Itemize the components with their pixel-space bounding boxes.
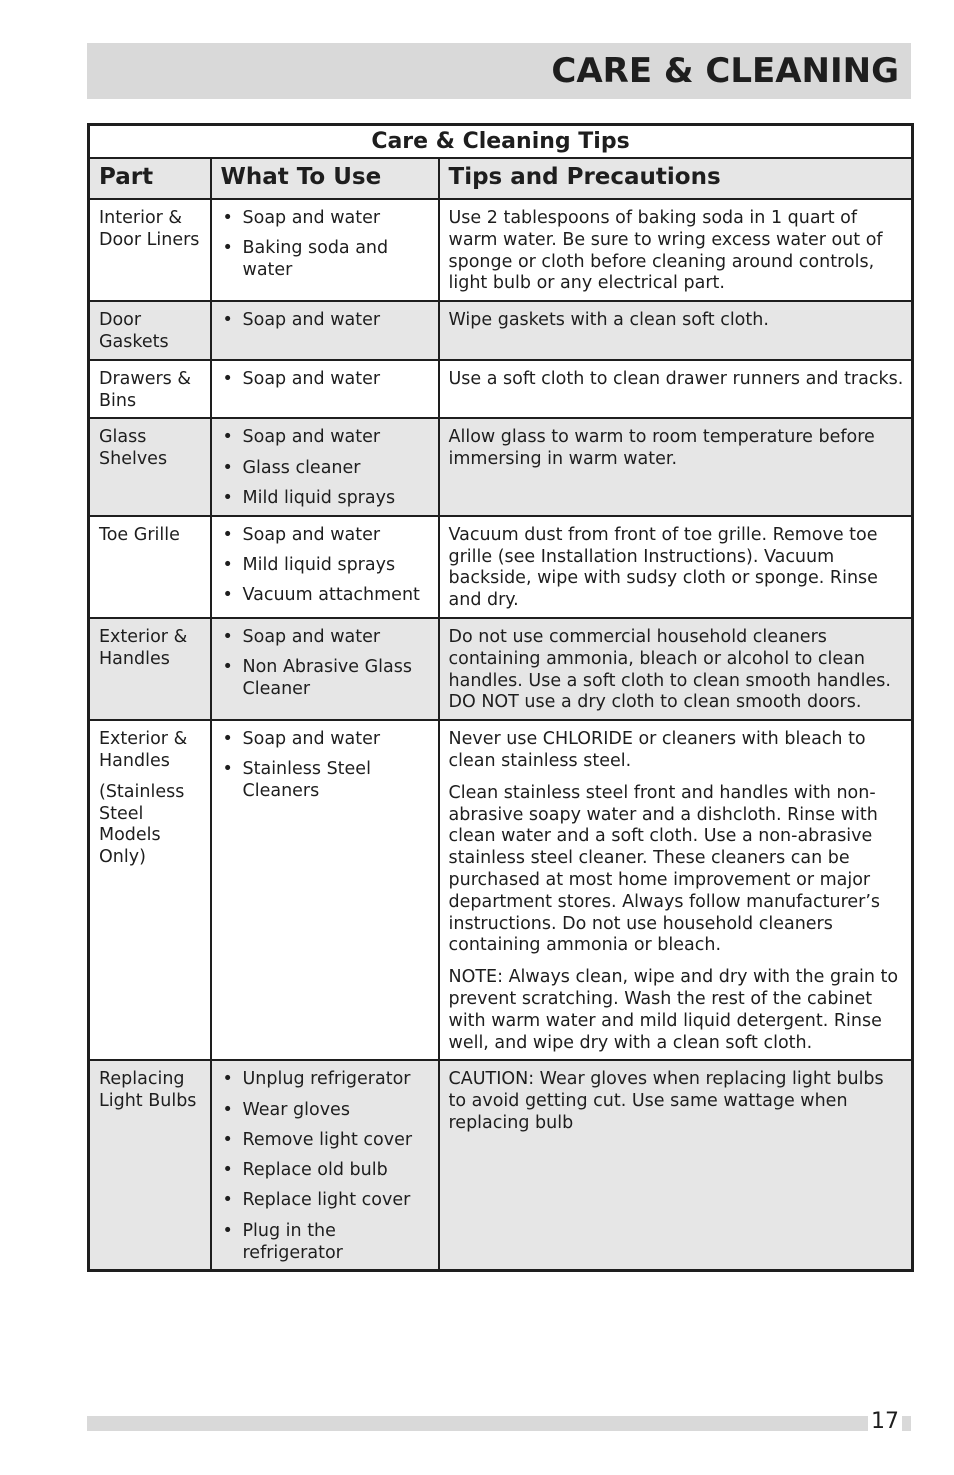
table-row bbox=[89, 418, 913, 515]
column-header-tips: Tips and Precautions bbox=[439, 158, 913, 199]
tips-cell bbox=[439, 301, 913, 360]
column-header-what-to-use: What To Use bbox=[211, 158, 439, 199]
part-name: Glass Shelves bbox=[99, 427, 168, 470]
item-list bbox=[221, 427, 430, 509]
what-to-use-cell bbox=[211, 301, 439, 360]
list-item: • Replace light cover bbox=[222, 1190, 411, 1211]
list-item: • Remove light cover bbox=[222, 1129, 413, 1150]
part-name: Drawers & Bins bbox=[99, 368, 191, 411]
tip-text: Do not use commercial household cleaners containing ammonia, bleach or alcohol to clean handles. Use a soft cloth to clean smooth handles. DO NOT use a dry cloth to clean smooth doors. bbox=[448, 626, 891, 713]
what-to-use-cell bbox=[211, 199, 439, 301]
item-list bbox=[221, 627, 430, 701]
tip-text: NOTE: Always clean, wipe and dry with the grain to prevent scratching. Wash the rest of the cabinet with warm water and mild liquid detergent. Rinse well, and wipe dry with a clean soft cloth. bbox=[448, 967, 899, 1053]
tip-text: Vacuum dust from front of toe grille. Remove toe grille (see Installation Instructions). Vacuum backside, wipe with sudsy cloth or sponge. Rinse and dry. bbox=[448, 524, 878, 611]
part-cell bbox=[89, 360, 211, 419]
part-name: Interior & Door Liners bbox=[99, 208, 200, 250]
tip-text: CAUTION: Wear gloves when replacing light bulbs to avoid getting cut. Use same wattage when replacing bulb bbox=[448, 1069, 884, 1133]
item-list bbox=[221, 729, 430, 803]
footer-bar bbox=[87, 1416, 911, 1431]
list-item: • Stainless Steel Cleaners bbox=[222, 759, 371, 802]
list-item: • Vacuum attachment bbox=[222, 585, 420, 606]
part-note: (Stainless Steel Models Only) bbox=[99, 781, 185, 868]
list-item: • Non Abrasive Glass Cleaner bbox=[222, 657, 412, 700]
table-row bbox=[89, 199, 913, 301]
what-to-use-cell bbox=[211, 720, 439, 1060]
list-item: • Soap and water bbox=[222, 368, 381, 389]
item-list bbox=[221, 310, 430, 332]
table-row bbox=[89, 301, 913, 360]
what-to-use-cell bbox=[211, 418, 439, 515]
part-cell bbox=[89, 516, 211, 618]
page-number: 17 bbox=[868, 1408, 902, 1436]
part-cell bbox=[89, 199, 211, 301]
page-title: CARE & CLEANING bbox=[551, 51, 899, 91]
part-cell bbox=[89, 618, 211, 720]
tips-cell bbox=[439, 1060, 913, 1271]
part-name: Toe Grille bbox=[99, 524, 180, 545]
table-row bbox=[89, 516, 913, 618]
part-cell bbox=[89, 418, 211, 515]
tips-cell bbox=[439, 516, 913, 618]
column-header-part: Part bbox=[89, 158, 211, 199]
what-to-use-cell bbox=[211, 1060, 439, 1271]
table-row bbox=[89, 618, 913, 720]
list-item: • Mild liquid sprays bbox=[222, 555, 396, 576]
part-name: Replacing Light Bulbs bbox=[99, 1069, 197, 1112]
what-to-use-cell bbox=[211, 360, 439, 419]
part-cell bbox=[89, 1060, 211, 1271]
tip-text: Wipe gaskets with a clean soft cloth. bbox=[448, 310, 769, 331]
tips-cell bbox=[439, 618, 913, 720]
list-item: • Glass cleaner bbox=[222, 457, 361, 478]
part-cell bbox=[89, 301, 211, 360]
tip-text: Never use CHLORIDE or cleaners with bleach to clean stainless steel. bbox=[448, 729, 866, 771]
header-bar bbox=[87, 43, 911, 99]
list-item: • Soap and water bbox=[222, 729, 381, 750]
item-list bbox=[221, 369, 430, 391]
tips-cell bbox=[439, 418, 913, 515]
list-item: • Plug in the refrigerator bbox=[222, 1220, 343, 1263]
care-cleaning-tips-table bbox=[87, 123, 914, 1272]
item-list bbox=[221, 1069, 430, 1264]
list-item: • Baking soda and water bbox=[222, 238, 389, 281]
part-name: Exterior & Handles bbox=[99, 729, 188, 771]
table-row bbox=[89, 360, 913, 419]
tip-text: Clean stainless steel front and handles with non-abrasive soapy water and a dishcloth. Rinse with clean water and a soft cloth. Use a non-abrasive stainless steel cleaner. These cleaners can be purchased at most home improvement or major department stores. Always follow manufacturer’s instructions. Do not use household cleaners containing ammonia or bleach. bbox=[448, 782, 881, 956]
table-row bbox=[89, 1060, 913, 1271]
what-to-use-cell bbox=[211, 516, 439, 618]
tip-text: Use 2 tablespoons of baking soda in 1 quart of warm water. Be sure to wring excess water out of sponge or cloth before cleaning around controls, light bulb or any electrical part. bbox=[448, 208, 883, 294]
item-list bbox=[221, 525, 430, 607]
list-item: • Soap and water bbox=[222, 524, 381, 545]
table-caption: Care & Cleaning Tips bbox=[89, 125, 913, 159]
list-item: • Mild liquid sprays bbox=[222, 487, 396, 508]
list-item: • Soap and water bbox=[222, 427, 381, 448]
part-name: Exterior & Handles bbox=[99, 626, 188, 669]
list-item: • Soap and water bbox=[222, 626, 381, 647]
part-cell bbox=[89, 720, 211, 1060]
list-item: • Soap and water bbox=[222, 310, 381, 331]
item-list bbox=[221, 208, 430, 282]
list-item: • Wear gloves bbox=[222, 1099, 350, 1120]
tip-text: Allow glass to warm to room temperature before immersing in warm water. bbox=[448, 427, 875, 470]
list-item: • Soap and water bbox=[222, 208, 381, 228]
tips-cell bbox=[439, 720, 913, 1060]
tips-cell bbox=[439, 360, 913, 419]
list-item: • Unplug refrigerator bbox=[222, 1069, 411, 1090]
list-item: • Replace old bulb bbox=[222, 1160, 388, 1181]
tip-text: Use a soft cloth to clean drawer runners and tracks. bbox=[448, 368, 904, 389]
part-name: Door Gaskets bbox=[99, 310, 169, 352]
tips-cell bbox=[439, 199, 913, 301]
table-row bbox=[89, 720, 913, 1060]
what-to-use-cell bbox=[211, 618, 439, 720]
